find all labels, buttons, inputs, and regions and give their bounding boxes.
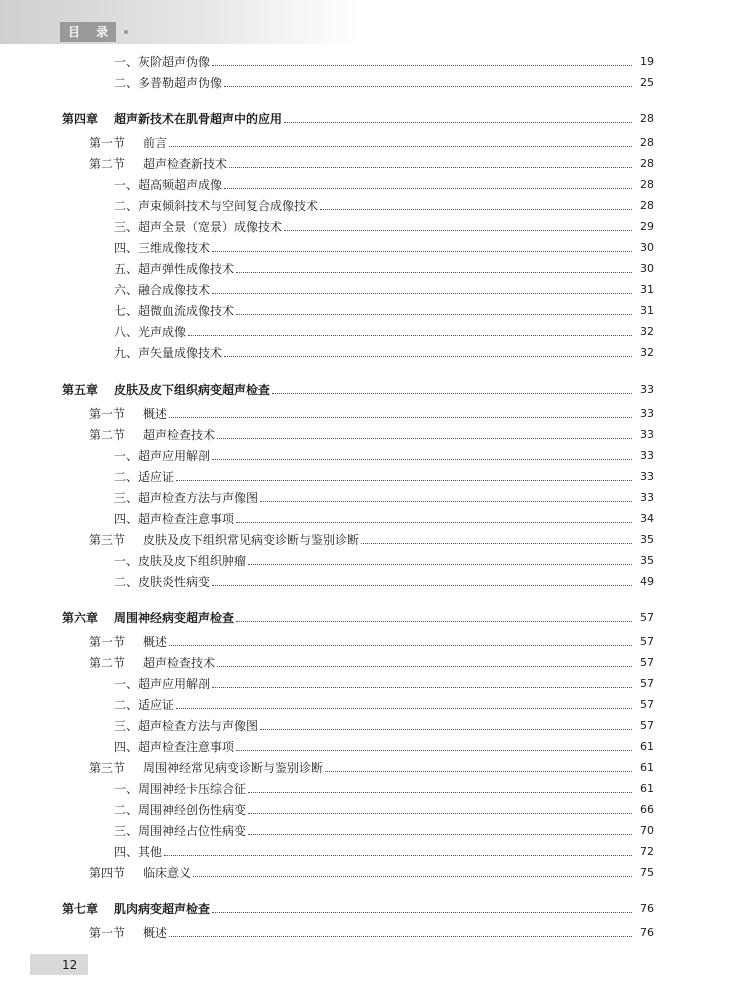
toc-section-label [89,923,167,943]
toc-dot-leader [248,792,632,793]
toc-dot-leader [236,314,632,315]
toc-chapter-number: 第七章 [62,902,99,916]
toc-item-text: 二、声束倾斜技术与空间复合成像技术 [114,199,319,213]
toc-dot-leader [260,501,632,502]
toc-dot-leader [212,65,632,66]
toc-page-number: 30 [640,241,654,254]
toc-chapter-row[interactable] [0,608,730,628]
toc-item-label [114,821,246,841]
toc-page-number: 33 [640,491,654,504]
toc-item-label [114,842,162,862]
toc-section-title: 周围神经常见病变诊断与鉴别诊断 [143,761,324,775]
toc-item-text: 一、灰阶超声伪像 [114,55,211,69]
toc-page-number: 49 [640,575,654,588]
toc-item-row[interactable] [0,821,730,841]
toc-item-row[interactable] [0,842,730,862]
toc-section-number: 第一节 [89,136,126,150]
toc-item-row[interactable] [0,695,730,715]
toc-section-row[interactable] [0,632,730,652]
toc-item-row[interactable] [0,52,730,72]
toc-item-label [114,551,246,571]
toc-item-text: 八、光声成像 [114,325,187,339]
toc-section-label [89,653,215,673]
toc-chapter-row[interactable] [0,899,730,919]
toc-dot-leader [164,855,632,856]
toc-section-row[interactable] [0,133,730,153]
toc-dot-leader [284,230,632,231]
toc-dot-leader [361,543,632,544]
toc-item-label [114,217,282,237]
toc-dot-leader [193,876,632,877]
toc-item-row[interactable] [0,322,730,342]
toc-dot-leader [169,417,632,418]
toc-item-row[interactable] [0,800,730,820]
toc-page-number: 33 [640,407,654,420]
toc-chapter-title: 肌肉病变超声检查 [114,902,211,916]
toc-section-number: 第一节 [89,407,126,421]
toc-page-number: 57 [640,635,654,648]
toc-section-label [89,758,323,778]
toc-section-number: 第三节 [89,533,126,547]
toc-dot-leader [284,122,632,123]
toc-dot-leader [236,522,632,523]
toc-section-title: 概述 [143,635,168,649]
toc-chapter-title: 皮肤及皮下组织病变超声检查 [114,383,271,397]
toc-page-number: 72 [640,845,654,858]
toc-item-text: 四、三维成像技术 [114,241,211,255]
toc-chapter-label [62,608,234,628]
toc-page-number: 31 [640,283,654,296]
toc-dot-leader [236,750,632,751]
toc-item-text: 一、超声应用解剖 [114,449,211,463]
toc-item-label [114,488,258,508]
toc-item-label [114,301,234,321]
toc-page-number: 66 [640,803,654,816]
toc-item-text: 三、超声全景（宽景）成像技术 [114,220,283,234]
toc-item-text: 四、其他 [114,845,163,859]
toc-page-number: 57 [640,719,654,732]
toc-chapter-label [62,380,270,400]
toc-page-number: 61 [640,782,654,795]
toc-dot-leader [260,729,632,730]
toc-item-label [114,572,210,592]
toc-section-label [89,133,167,153]
toc-item-text: 四、超声检查注意事项 [114,740,235,754]
toc-page-number: 76 [640,926,654,939]
toc-item-label [114,695,174,715]
toc-page-number: 28 [640,112,654,125]
toc-item-text: 三、超声检查方法与声像图 [114,719,259,733]
toc-dot-leader [188,335,632,336]
toc-item-text: 二、皮肤炎性病变 [114,575,211,589]
toc-item-label [114,446,210,466]
toc-chapter-number: 第五章 [62,383,99,397]
toc-dot-leader [212,251,632,252]
toc-item-label [114,467,174,487]
toc-section-row[interactable] [0,154,730,174]
toc-item-text: 一、周围神经卡压综合征 [114,782,247,796]
toc-page-number: 57 [640,656,654,669]
toc-page-number: 34 [640,512,654,525]
toc-page-number: 35 [640,533,654,546]
toc-chapter-row[interactable] [0,109,730,129]
toc-chapter-row[interactable] [0,380,730,400]
toc-item-label [114,175,222,195]
toc-item-label [114,343,222,363]
footer-page-box [30,954,88,975]
toc-page-number: 61 [640,740,654,753]
toc-chapter-label [62,899,210,919]
toc-item-label [114,800,246,820]
toc-page-number: 33 [640,383,654,396]
toc-dot-leader [248,813,632,814]
toc-dot-leader [248,834,632,835]
toc-section-row[interactable] [0,404,730,424]
toc-page-number: 31 [640,304,654,317]
toc-page-number: 32 [640,325,654,338]
toc-item-text: 七、超微血流成像技术 [114,304,235,318]
toc-item-row[interactable] [0,716,730,736]
toc-page-number: 28 [640,136,654,149]
toc-item-row[interactable] [0,572,730,592]
toc-section-label [89,530,359,550]
toc-item-row[interactable] [0,467,730,487]
toc-item-label [114,737,234,757]
toc-page-number: 29 [640,220,654,233]
toc-section-title: 临床意义 [143,866,192,880]
toc-item-label [114,674,210,694]
toc-item-label [114,509,234,529]
toc-page-number: 25 [640,76,654,89]
toc-dot-leader [236,621,632,622]
toc-item-text: 九、声矢量成像技术 [114,346,223,360]
toc-section-row[interactable] [0,425,730,445]
toc-section-number: 第一节 [89,926,126,940]
toc-section-title: 超声检查技术 [143,428,216,442]
toc-item-row[interactable] [0,259,730,279]
toc-section-number: 第二节 [89,157,126,171]
toc-page-number: 19 [640,55,654,68]
toc-section-label [89,154,227,174]
toc-item-label [114,238,210,258]
toc-section-title: 概述 [143,407,168,421]
toc-page-number: 33 [640,428,654,441]
toc-dot-leader [212,459,632,460]
toc-dot-leader [217,438,632,439]
toc-item-text: 一、皮肤及皮下组织肿瘤 [114,554,247,568]
toc-page-number: 33 [640,449,654,462]
toc-item-label [114,73,222,93]
toc-dot-leader [212,585,632,586]
toc-dot-leader [320,209,632,210]
toc-page-number: 28 [640,178,654,191]
toc-item-row[interactable] [0,73,730,93]
toc-dot-leader [272,393,632,394]
toc-item-text: 四、超声检查注意事项 [114,512,235,526]
toc-page-number: 57 [640,611,654,624]
toc-dot-leader [169,936,632,937]
toc-dot-leader [224,356,632,357]
toc-section-title: 超声检查新技术 [143,157,228,171]
toc-section-number: 第二节 [89,656,126,670]
toc-section-label [89,425,215,445]
toc-item-row[interactable] [0,280,730,300]
toc-page-number: 30 [640,262,654,275]
header-band [0,0,360,44]
toc-chapter-title: 周围神经病变超声检查 [114,611,235,625]
toc-item-label [114,716,258,736]
toc-chapter-title: 超声新技术在肌骨超声中的应用 [114,112,283,126]
toc-section-number: 第二节 [89,428,126,442]
toc-item-row[interactable] [0,217,730,237]
toc-item-label [114,280,210,300]
toc-item-row[interactable] [0,488,730,508]
toc-item-text: 二、适应证 [114,470,175,484]
toc-dot-leader [212,912,632,913]
toc-dot-leader [224,188,632,189]
toc-dot-leader [224,86,632,87]
toc-dot-leader [176,708,632,709]
toc-section-row[interactable] [0,530,730,550]
toc-section-label [89,632,167,652]
toc-dot-leader [229,167,632,168]
toc-item-row[interactable] [0,674,730,694]
toc-item-label [114,196,318,216]
toc-dot-leader [169,645,632,646]
toc-item-row[interactable] [0,196,730,216]
toc-section-title: 超声检查技术 [143,656,216,670]
toc-item-text: 三、周围神经占位性病变 [114,824,247,838]
toc-item-row[interactable] [0,446,730,466]
toc-page-number: 57 [640,698,654,711]
toc-page-number: 32 [640,346,654,359]
toc-section-row[interactable] [0,653,730,673]
toc-page-number: 28 [640,199,654,212]
toc-dot-leader [248,564,632,565]
toc-item-label [114,779,246,799]
toc-page-number: 61 [640,761,654,774]
toc-section-title: 概述 [143,926,168,940]
toc-item-text: 五、超声弹性成像技术 [114,262,235,276]
toc-item-text: 六、融合成像技术 [114,283,211,297]
toc-section-title: 皮肤及皮下组织常见病变诊断与鉴别诊断 [143,533,360,547]
toc-section-row[interactable] [0,923,730,943]
header-dot-icon [124,30,128,34]
toc-item-text: 一、超高频超声成像 [114,178,223,192]
toc-page-number: 76 [640,902,654,915]
toc-chapter-number: 第六章 [62,611,99,625]
toc-dot-leader [169,146,632,147]
toc-page-number: 33 [640,470,654,483]
toc-section-number: 第四节 [89,866,126,880]
toc-dot-leader [325,771,632,772]
toc-dot-leader [212,293,632,294]
toc-item-text: 一、超声应用解剖 [114,677,211,691]
toc-item-text: 二、周围神经创伤性病变 [114,803,247,817]
toc-item-row[interactable] [0,509,730,529]
toc-item-row[interactable] [0,343,730,363]
toc-chapter-label [62,109,282,129]
toc-item-row[interactable] [0,779,730,799]
footer-page-number: 12 [62,958,78,972]
toc-dot-leader [212,687,632,688]
toc-page-number: 70 [640,824,654,837]
toc-item-row[interactable] [0,238,730,258]
toc-item-row[interactable] [0,737,730,757]
toc-item-row[interactable] [0,551,730,571]
toc-dot-leader [176,480,632,481]
toc-item-text: 二、多普勒超声伪像 [114,76,223,90]
toc-item-row[interactable] [0,301,730,321]
toc-item-row[interactable] [0,175,730,195]
header-label: 目 录 [60,22,116,42]
toc-chapter-number: 第四章 [62,112,99,126]
toc-dot-leader [236,272,632,273]
toc-section-label [89,404,167,424]
toc-page-number: 75 [640,866,654,879]
toc-section-row[interactable] [0,863,730,883]
toc-page-number: 28 [640,157,654,170]
toc-section-label [89,863,191,883]
toc-item-label [114,322,186,342]
toc-item-text: 三、超声检查方法与声像图 [114,491,259,505]
toc-page-number: 35 [640,554,654,567]
header-tag [60,22,128,42]
toc-section-number: 第一节 [89,635,126,649]
toc-section-row[interactable] [0,758,730,778]
toc-item-label [114,52,210,72]
toc-section-title: 前言 [143,136,168,150]
toc-section-number: 第三节 [89,761,126,775]
toc-item-text: 二、适应证 [114,698,175,712]
toc-dot-leader [217,666,632,667]
toc-item-label [114,259,234,279]
toc-page-number: 57 [640,677,654,690]
